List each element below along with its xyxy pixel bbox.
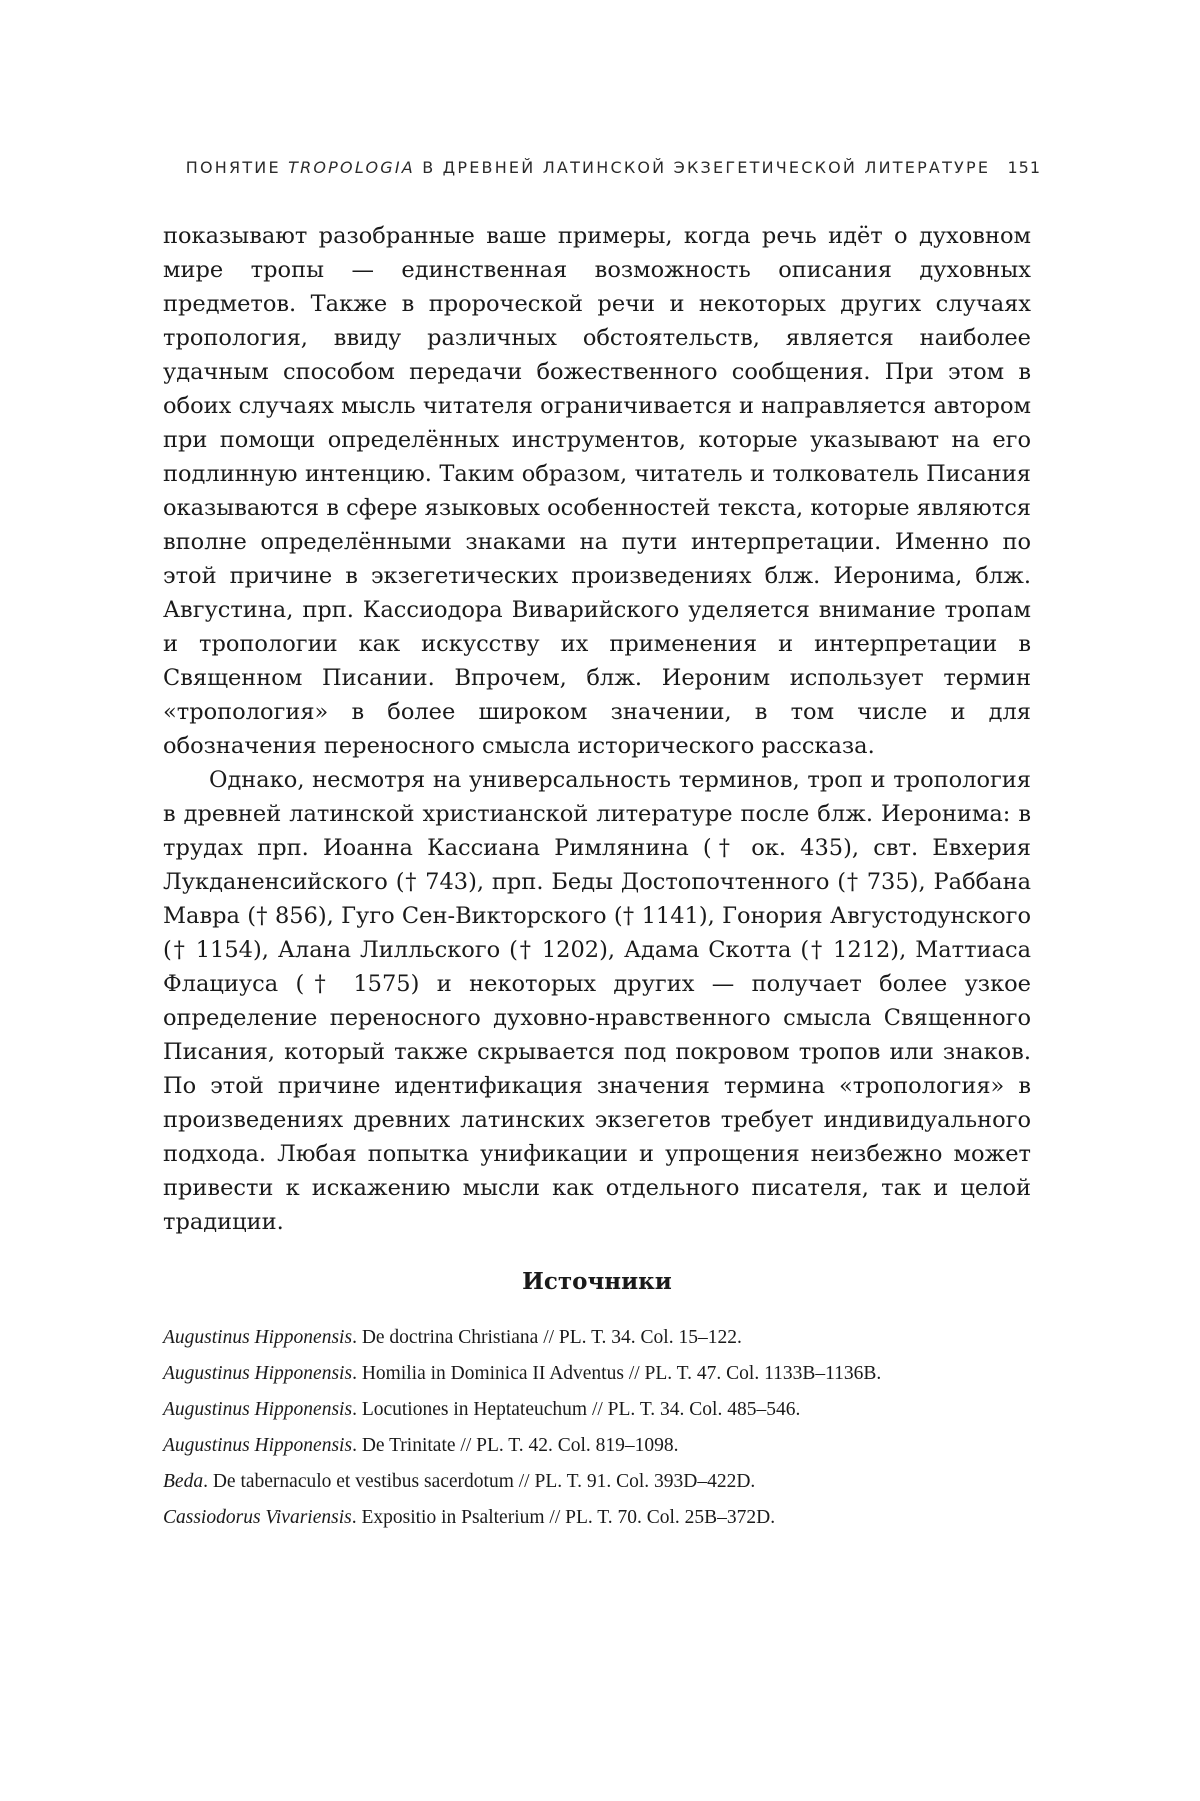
source-item (163, 1428, 1031, 1464)
source-author: Augustinus Hipponensis (163, 1399, 353, 1420)
source-item (163, 1392, 1031, 1428)
header-title-after: В ДРЕВНЕЙ ЛАТИНСКОЙ ЭКЗЕГЕТИЧЕСКОЙ ЛИТЕРАТУРЕ (422, 158, 991, 177)
source-details: . De doctrina Christiana // PL. T. 34. Col. 15–122. (352, 1327, 742, 1348)
source-details: . Locutiones in Heptateuchum // PL. T. 34. Col. 485–546. (352, 1399, 801, 1420)
source-author: Augustinus Hipponensis (163, 1363, 353, 1384)
source-author: Augustinus Hipponensis (163, 1327, 353, 1348)
source-details: . De Trinitate // PL. T. 42. Col. 819–1098. (352, 1435, 679, 1456)
sources-heading: Источники (522, 1268, 672, 1295)
source-details: . Homilia in Dominica II Adventus // PL. T. 47. Col. 1133B–1136B. (352, 1363, 882, 1384)
body-text (163, 219, 1031, 1239)
running-header (163, 158, 1041, 177)
source-details: . De tabernaculo et vestibus sacerdotum // PL. T. 91. Col. 393D–422D. (203, 1471, 756, 1492)
source-author: Beda (163, 1471, 204, 1492)
source-item (163, 1464, 1031, 1500)
source-author: Augustinus Hipponensis (163, 1435, 353, 1456)
page-number: 151 (1007, 158, 1041, 177)
paragraph-2: Однако, несмотря на универсальность терминов, троп и тропология в древней латинской христианской литературе после блж. Иеронима: в трудах прп. Иоанна Кассиана Римлянина († ок. 435), свт. Евхерия Лукданенсийского († 743), прп. Беды Достопочтенного († 735), Раббана Мавра († 856), Гуго Сен-Викторского († 1141), Гонория Августодунского († 1154), Алана Лилльского († 1202), Адама Скотта († 1212), Маттиаса Флациуса († 1575) и некоторых других — получает более узкое определение переносного духовно-нравственного смысла Священного Писания, который также скрывается под покровом тропов или знаков. По этой причине идентификация значения термина «тропология» в произведениях древних латинских экзегетов требует индивидуального подхода. Любая попытка унификации и упрощения неизбежно может привести к искажению мысли как отдельного писателя, так и целой традиции. (163, 767, 1031, 1235)
sources-list (163, 1320, 1031, 1536)
source-item (163, 1356, 1031, 1392)
source-author: Cassiodorus Vivariensis (163, 1507, 352, 1528)
paragraph-1: показывают разобранные ваше примеры, когда речь идёт о духовном мире тропы — единственная возможность описания духовных предметов. Также в пророческой речи и некоторых других случаях тропология, ввиду различных обстоятельств, является наиболее удачным способом передачи божественного сообщения. При этом в обоих случаях мысль читателя ограничивается и направляется автором при помощи определённых инструментов, которые указывают на его подлинную интенцию. Таким образом, читатель и толкователь Писания оказываются в сфере языковых особенностей текста, которые являются вполне определёнными знаками на пути интерпретации. Именно по этой причине в экзегетических произведениях блж. Иеронима, блж. Августина, прп. Кассиодора Виварийского уделяется внимание тропам и тропологии как искусству их применения и интерпретации в Священном Писании. Впрочем, блж. Иероним использует термин «тропология» в более широком значении, в том числе и для обозначения переносного смысла исторического рассказа. (163, 223, 1031, 759)
header-title-latin: TROPOLOGIA (288, 158, 415, 177)
source-item (163, 1320, 1031, 1356)
header-title-before: ПОНЯТИЕ (185, 158, 281, 177)
source-item (163, 1500, 1031, 1536)
source-details: . Expositio in Psalterium // PL. T. 70. Col. 25B–372D. (351, 1507, 776, 1528)
